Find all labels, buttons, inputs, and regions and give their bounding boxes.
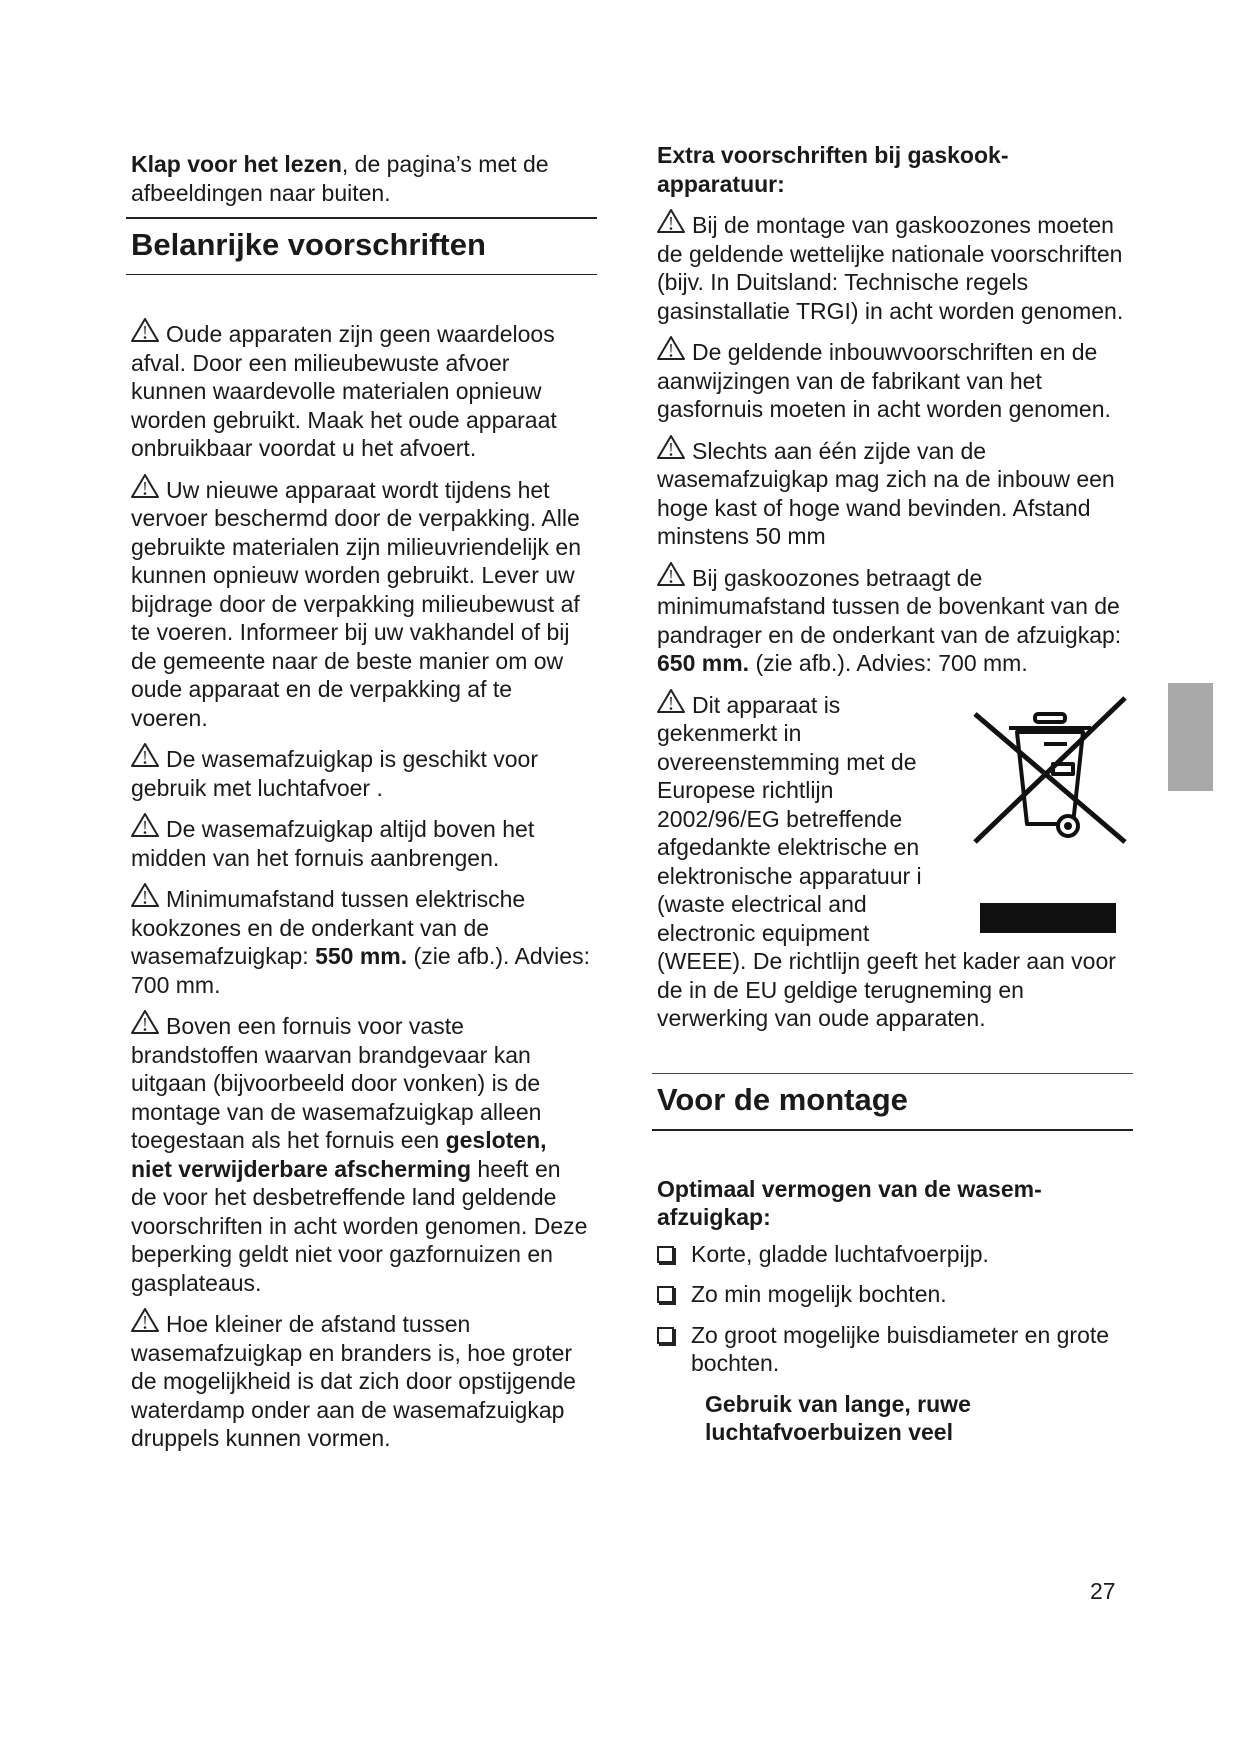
crossed-bin-icon xyxy=(967,692,1132,857)
warning-icon xyxy=(657,434,687,460)
heading-before-mounting: Voor de montage xyxy=(652,1073,1133,1131)
left-column xyxy=(131,150,591,1463)
warning-icon xyxy=(657,688,687,714)
warning-icon xyxy=(131,812,161,838)
warning-paragraph: Oude apparaten zijn geen waardeloos afval. Door een milieubewuste afvoer kunnen waardevolle materialen opnieuw worden gebruikt. Maak het oude apparaat onbruikbaar voordat u het afvoert. xyxy=(131,317,591,463)
checkbox-icon xyxy=(657,1286,674,1303)
intro-text xyxy=(131,150,591,207)
warning-solid-fuel: Boven een fornuis voor vaste brandstoffen waarvan brandgevaar kan uitgaan (bijvoorbeeld door vonken) is de montage van de wasemafzuigkap alleen toegestaan als het fornuis een gesloten, niet verwijderbare afscherming heeft en de voor het desbetreffende land geldende voorschriften in acht worden genomen. Deze beperking geldt niet voor gazfornuizen en gasplateaus. xyxy=(131,1009,591,1297)
warning-icon xyxy=(131,1009,161,1035)
warning-icon xyxy=(131,473,161,499)
weee-black-bar xyxy=(980,903,1116,933)
warning-paragraph: Slechts aan één zijde van de wasemafzuigkap mag zich na de inbouw een hoge kast of hoge wand bevinden. Afstand minstens 50 mm xyxy=(657,434,1127,551)
intro-bold: Klap voor het lezen xyxy=(131,151,342,177)
gas-heading: Extra voorschriften bij gaskook-apparatuur: xyxy=(657,142,1009,197)
warning-paragraph: Bij de montage van gaskoozones moeten de geldende wettelijke nationale voorschriften (bijv. In Duitsland: Technische regels gasinstallatie TRGI) in acht worden genomen. xyxy=(657,208,1127,325)
weee-text: Dit apparaat is gekenmerkt in overeenstemming met de Europese richtlijn 2002/96/EG betreffende afgedankte elektrische en elektronische apparatuur i (waste electrical and electronic equipment xyxy=(657,688,947,948)
checkbox-icon xyxy=(657,1327,674,1344)
warning-icon xyxy=(657,208,687,234)
warning-icon xyxy=(131,742,161,768)
warning-gas-distance: Bij gaskoozones betraagt de minimumafstand tussen de bovenkant van de pandrager en de onderkant van de afzuigkap: 650 mm. (zie afb.). Advies: 700 mm. xyxy=(657,561,1127,678)
checklist-item: Zo groot mogelijke buisdiameter en grote bochten. xyxy=(657,1321,1127,1378)
warning-icon xyxy=(131,317,161,343)
warning-paragraph: De geldende inbouwvoorschriften en de aanwijzingen van de fabrikant van het gasfornuis moeten in acht worden genomen. xyxy=(657,335,1127,424)
page-number: 27 xyxy=(1090,1578,1116,1604)
section-tab-marker xyxy=(1168,683,1213,791)
warning-paragraph: Hoe kleiner de afstand tussen wasemafzuigkap en branders is, hoe groter de mogelijkheid is dat zich door opstijgende waterdamp onder aan de wasemafzuigkap druppels kunnen vormen. xyxy=(131,1307,591,1453)
warning-paragraph: De wasemafzuigkap is geschikt voor gebruik met luchtafvoer . xyxy=(131,742,591,802)
warning-min-distance: Minimumafstand tussen elektrische kookzones en de onderkant van de wasemafzuigkap: 550 mm. (zie afb.). Advies: 700 mm. xyxy=(131,882,591,999)
warning-icon xyxy=(131,882,161,908)
weee-section xyxy=(657,688,1127,948)
intro-rest: , de pagina’s met de afbeeldingen naar buiten. xyxy=(131,151,549,206)
warning-icon xyxy=(657,561,687,587)
warning-icon xyxy=(657,335,687,361)
warning-paragraph: De wasemafzuigkap altijd boven het midden van het fornuis aanbrengen. xyxy=(131,812,591,872)
weee-continued: (WEEE). De richtlijn geeft het kader aan voor de in de EU geldige terugneming en verwerking van oude apparaten. xyxy=(657,948,1116,1031)
checklist-item: Korte, gladde luchtafvoerpijp. xyxy=(657,1240,1127,1269)
checklist-item: Zo min mogelijk bochten. xyxy=(657,1280,1127,1309)
warning-paragraph: Uw nieuwe apparaat wordt tijdens het vervoer beschermd door de verpakking. Alle gebruikte materialen zijn milieuvriendelijk en kunnen opnieuw worden gebruikt. Lever uw bijdrage door de verpakking milieubewust af te voeren. Informeer bij uw vakhandel of bij de gemeente naar de beste manier om ow oude apparaat en de verpakking af te voeren. xyxy=(131,473,591,733)
checklist-bold-note: Gebruik van lange, ruwe luchtafvoerbuizen veel xyxy=(705,1390,971,1445)
optimal-heading: Optimaal vermogen van de wasem-afzuigkap: xyxy=(657,1175,1042,1230)
checkbox-icon xyxy=(657,1246,674,1263)
warning-icon xyxy=(131,1307,161,1333)
right-column xyxy=(657,141,1127,1447)
heading-important-rules: Belanrijke voorschriften xyxy=(126,217,597,275)
